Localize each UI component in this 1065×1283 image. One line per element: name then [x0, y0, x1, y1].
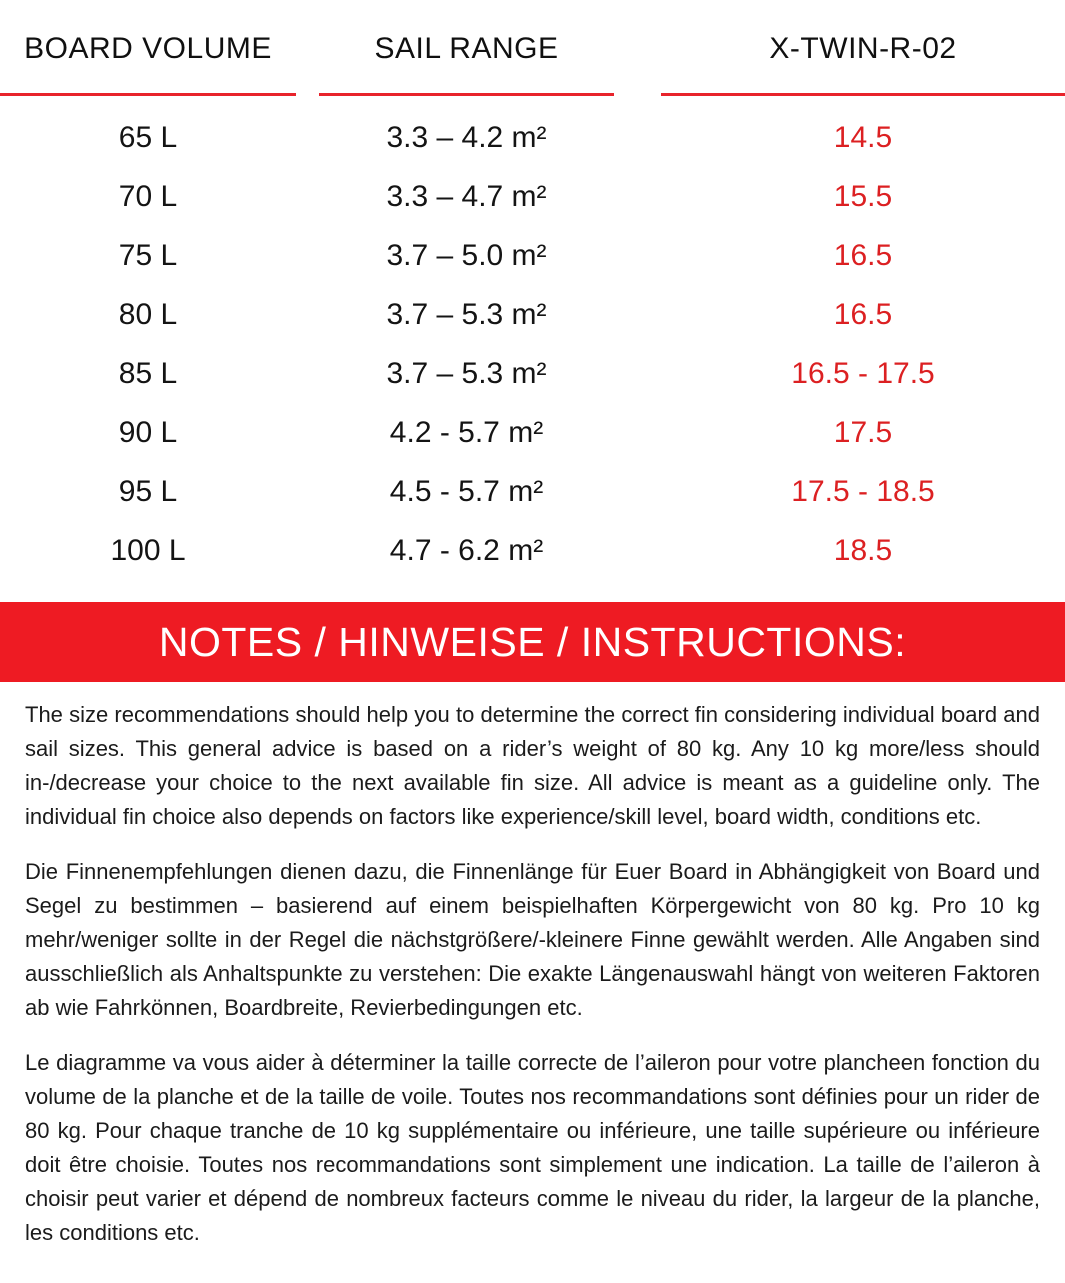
- cell-sail-range: 3.7 – 5.0 m²: [386, 238, 547, 272]
- cell-board-volume: 95 L: [118, 474, 178, 508]
- column-header-label: SAIL RANGE: [374, 32, 559, 65]
- cell-fin-size: 16.5 - 17.5: [791, 356, 935, 390]
- notes-banner-title: NOTES / HINWEISE / INSTRUCTIONS:: [158, 618, 907, 665]
- table-row: [0, 344, 1065, 403]
- cell-fin-size: 18.5: [833, 533, 893, 567]
- header-underline: [319, 93, 614, 96]
- table-row: [0, 462, 1065, 521]
- note-paragraph-english: The size recommendations should help you to determine the correct fin considering individual board and sail sizes. This general advice is based on a rider’s weight of 80 kg. Any 10 kg more/less should in-/decrease your choice to the next available fin size. All advice is meant as a guideline only. The individual fin choice also depends on factors like experience/skill level, board width, conditions etc.: [25, 702, 1040, 829]
- column-gap: [296, 33, 319, 96]
- note-paragraph-german: Die Finnenempfehlungen dienen dazu, die Finnenlänge für Euer Board in Abhängigkeit von Board und Segel zu bestimmen – basierend auf einem beispielhaften Körpergewicht von 80 kg. Pro 10 kg mehr/weniger sollte in der Regel die nächstgrößere/-kleinere Finne gewählt werden. Alle Angaben sind ausschließlich als Anhaltspunkte zu verstehen: Die exakte Längenauswahl hängt von weiteren Faktoren ab wie Fahrkönnen, Boardbreite, Revierbedingungen etc.: [25, 859, 1040, 1020]
- cell-sail-range: 3.3 – 4.2 m²: [386, 120, 547, 154]
- table-row: [0, 226, 1065, 285]
- notes-banner: [0, 602, 1065, 682]
- table-row: [0, 403, 1065, 462]
- cell-sail-range: 4.7 - 6.2 m²: [389, 533, 544, 567]
- cell-sail-range: 4.5 - 5.7 m²: [389, 474, 544, 508]
- cell-fin-size: 17.5: [833, 415, 893, 449]
- column-header-fin-model: [661, 33, 1065, 96]
- column-gap: [614, 33, 661, 96]
- cell-sail-range: 3.3 – 4.7 m²: [386, 179, 547, 213]
- column-header-label: BOARD VOLUME: [24, 32, 272, 65]
- cell-fin-size: 14.5: [833, 120, 893, 154]
- cell-board-volume: 100 L: [110, 533, 186, 567]
- cell-sail-range: 3.7 – 5.3 m²: [386, 297, 547, 331]
- table-header-row: [0, 33, 1065, 96]
- notes-section: [0, 682, 1065, 1250]
- table-row: [0, 521, 1065, 580]
- column-header-board-volume: [0, 33, 296, 96]
- column-header-sail-range: [319, 33, 614, 96]
- column-header-label: X-TWIN-R-02: [769, 32, 957, 65]
- cell-board-volume: 75 L: [118, 238, 178, 272]
- table-row: [0, 285, 1065, 344]
- cell-board-volume: 70 L: [118, 179, 178, 213]
- cell-board-volume: 90 L: [118, 415, 178, 449]
- table-row: [0, 108, 1065, 167]
- header-underline: [0, 93, 296, 96]
- cell-fin-size: 15.5: [833, 179, 893, 213]
- cell-board-volume: 65 L: [118, 120, 178, 154]
- cell-sail-range: 3.7 – 5.3 m²: [386, 356, 547, 390]
- fin-size-table: [0, 0, 1065, 580]
- cell-board-volume: 85 L: [118, 356, 178, 390]
- table-body: [0, 108, 1065, 580]
- cell-fin-size: 16.5: [833, 238, 893, 272]
- cell-fin-size: 16.5: [833, 297, 893, 331]
- cell-board-volume: 80 L: [118, 297, 178, 331]
- cell-sail-range: 4.2 - 5.7 m²: [389, 415, 544, 449]
- header-underline: [661, 93, 1065, 96]
- cell-fin-size: 17.5 - 18.5: [791, 474, 935, 508]
- note-paragraph-french: Le diagramme va vous aider à déterminer la taille correcte de l’aileron pour votre plancheen fonction du volume de la planche et de la taille de voile. Toutes nos recommandations sont définies pour un rider de 80 kg. Pour chaque tranche de 10 kg supplémentaire ou inférieure, une taille supérieure ou inférieure doit être choisie. Toutes nos recommandations sont simplement une indication. La taille de l’aileron à choisir peut varier et dépend de nombreux facteurs comme le niveau du rider, la largeur de la planche, les conditions etc.: [25, 1050, 1040, 1245]
- table-row: [0, 167, 1065, 226]
